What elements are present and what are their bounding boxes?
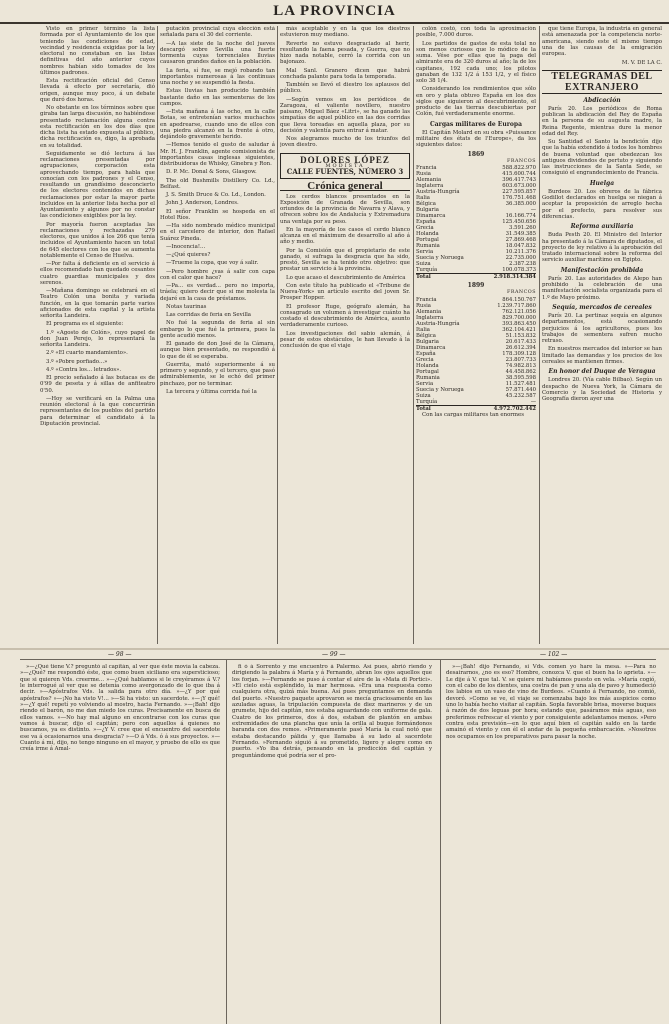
country-cell: Rumania	[416, 374, 440, 381]
country-cell: Rusia	[416, 171, 431, 177]
ad-name: DOLORES LÓPEZ	[300, 154, 390, 165]
country-cell: Portugal	[416, 368, 439, 375]
total-value: 2.918.314.384	[493, 274, 536, 280]
amount-cell: 100.078.373	[502, 267, 536, 273]
serial-column-1	[20, 664, 220, 1024]
amount-cell: 22.735.000	[505, 255, 536, 261]
amount-cell: 36.385.000	[505, 201, 536, 207]
paragraph: Los cerdos blancos presentados en la Exposición de Granada de Sevilla, son oriundos de la provincia de Navarra y Alava, y ofrecen sobre los de Andalucía y Extremadura una ventaja por su peso.	[280, 193, 410, 225]
advertisement	[280, 153, 410, 180]
paragraph: —Inocencia!...	[166, 243, 206, 250]
amount-cell: 10.211.376	[505, 249, 536, 255]
telegram-text: París 20. La pertinaz sequía en algunos departamentos, está ocasionando perjuicios á los agricultores, pues los trabajos de sementera sufren mucho retraso.	[542, 313, 662, 344]
column-divider	[277, 26, 278, 644]
country-cell: Italia	[416, 195, 430, 201]
paragraph: —Pa... es verdad... pero no importa, tráela; quiero decir que si me molesta la dejaré en la casa de préstamos.	[160, 283, 275, 302]
page-number: — 102 —	[540, 651, 568, 658]
country-cell: Austria-Hungría	[416, 320, 460, 327]
table-unit-1: FRANCOS	[507, 158, 536, 164]
amount-cell: —	[530, 398, 536, 405]
country-cell: Rumania	[416, 243, 440, 249]
amount-cell: 762.121.056	[502, 308, 536, 315]
telegram-heading: Sequía, mercados de cereales	[552, 303, 652, 311]
column-2	[160, 26, 275, 644]
country-cell: Italia	[416, 326, 430, 333]
telegrams-heading: TELEGRAMAS DEL EXTRANJERO	[542, 70, 662, 94]
amount-cell: 176.751.468	[502, 195, 536, 201]
amount-cell: 396.417.743	[502, 177, 536, 183]
military-costs-table-1	[416, 165, 536, 273]
amount-cell: 27.869.468	[505, 237, 536, 243]
amount-cell: 588.822.970	[502, 165, 536, 171]
paragraph: Con este título ha publicado el «Tribune de Nueva-York» un artículo escrito del joven Sr. Prosper Hopper.	[280, 282, 410, 302]
country-cell: Grecia	[416, 225, 434, 231]
amount-cell: 23.807.733	[505, 356, 536, 363]
table-intro: El Capitán Molard en su obra «Puissance militaire des états de l'Europe», da los siguientes datos:	[416, 129, 536, 149]
amount-cell: 829.700.000	[502, 314, 536, 321]
amount-cell: 31.549.385	[505, 231, 536, 237]
paragraph: 4.º «Contra los... letrados».	[46, 366, 122, 373]
paragraph: —Hemos tenido el gusto de saludar á Mr. H. J. Franklin, agente comisionista de importantes casas inglesas siguientes, distribuidoras de Whisky, Ginebra y Ron.	[160, 142, 275, 167]
amount-cell: 20.617.433	[505, 338, 536, 345]
paragraph: —A las siete de la noche del jueves descargó sobre Sevilla una fuerte tormenta cuyas torrenciales lluvias causaron grandes daños en la población.	[160, 40, 275, 66]
telegram-text: En nuestros mercados del interior se han limitado las demandas y los precios de los cereales se mantienen firmes.	[542, 346, 662, 365]
country-cell: Turquía	[416, 398, 438, 405]
paragraph: colón costó, con toda la aproximación posible, 7.000 duros.	[416, 26, 536, 39]
paragraph: En la mayoría de los casos el cerdo blanco alcanza en el máximum de desarrollo al año á año y medio.	[280, 226, 410, 246]
country-cell: Francia	[416, 296, 437, 303]
header-rule	[20, 659, 656, 660]
amount-cell: 16.166.774	[505, 213, 536, 219]
amount-cell: 3.591.260	[509, 225, 536, 231]
paragraph: No obstante en los términos sobre que giraba tan larga discusión, no habiéndose presentado reclamación alguna contra esta rectificación en los dos días que dicha lista ha estado expuesta al público, dicha rectificación es, digo, la aprobada en su totalidad.	[40, 105, 155, 149]
amount-cell: 125.450.656	[502, 219, 536, 225]
country-cell: Rusia	[416, 302, 431, 309]
paragraph: —Esta mañana á las ocho, en la calle Botas, se entretenían varios muchachos en apedrearse, cuando uno de ellos con una piedra alcanzó en la frente á otro, dejándolo gravemente herido.	[160, 109, 275, 140]
column-divider	[226, 660, 227, 1024]
column-divider	[440, 660, 441, 1024]
amount-cell: 11.527.481	[505, 380, 536, 387]
telegram-text: París 20. Los periódicos de Roma publican la abdicación del Rey de España en la persona de su augusta madre, la Reina Regente, mientras dure la menor edad del Rey.	[542, 105, 662, 137]
country-cell: Servia	[416, 380, 434, 387]
amount-cell: 45.232.587	[505, 392, 536, 399]
total-value: 4.972.702.442	[493, 405, 536, 412]
paragraph: Seguidamente se dió lectura á las reclamaciones presentadas por agrupaciones, corporación esta aprovechando tiempo, para habla que conocían con los padrones y el Censo, resultando un grandísimo desconcierto de los electores contenidos en dichas reclamaciones por estar la mayor parte incluidos en la anterior lista hecha por el Ayuntamiento y algunos por no constar las condiciones exigibles por la ley.	[40, 150, 155, 220]
country-cell: Suiza	[416, 261, 431, 267]
amount-cell: —	[530, 207, 536, 213]
amount-cell: 227.595.857	[502, 189, 536, 195]
paragraph: —Pero hombre ¿vas á salir con capa con el calor que hace?	[160, 268, 275, 281]
amount-cell: 362.104.421	[502, 326, 536, 333]
paragraph: Guerrita, mató superiormente á su primero y segundo, y el tercero, que pasó admirablemente, se le echó del primer pinchazo, por no terminar.	[160, 361, 275, 387]
paragraph: 1.º «Agosto de Colón», cuyo papel de don Juan Perejo, lo representará la señorita Landeira.	[40, 329, 155, 348]
country-cell: Bélgica	[416, 332, 436, 339]
page-number: — 99 —	[322, 651, 346, 658]
paragraph: La feria, sí fue, se mejó robando tan importantes numerosas á las continuas una noche y se suspendió la fiesta.	[160, 67, 275, 86]
masthead-title: LA PROVINCIA	[273, 3, 396, 19]
column-divider	[539, 26, 540, 644]
country-cell: Inglaterra	[416, 314, 444, 321]
country-cell: Dinamarca	[416, 344, 446, 351]
paragraph: Mal Sanl. Granero dicen que habrá conchada palante para toda la temporada.	[280, 67, 410, 80]
amount-cell: 57.871.440	[505, 386, 536, 393]
page-number: — 98 —	[108, 651, 132, 658]
telegram-list	[542, 98, 662, 403]
amount-cell: 1.239.717.860	[497, 302, 536, 309]
paragraph: La tercera y última corrida fué la	[166, 388, 257, 395]
country-cell: Alemania	[416, 308, 442, 315]
country-cell: Alemania	[416, 177, 442, 183]
total-label: Total	[416, 274, 431, 280]
amount-cell: 864.150.767	[502, 296, 536, 303]
paragraph: más aceptable y en la que los diestros estuvieron muy mediano.	[280, 26, 410, 39]
serial-text: »—¡Bah! dijo Fernando, si Vds. comen yo hare la mesa. »—Para no desairarnos, ¿no es eso? Hombre, conozca V. que el buen ha lo aprieta. »—Le dije á V. que tal. V. se quiere mi habíamos puesto en vela. »María cogió, con el cabo de los dientes, una costra de pan y una ala de pavo y humedeció los labios en un vaso de vino de Burdeos. »Cuanto á Fernando, no comió, devoró. »Como se ve, el viaje se comenzaba bajo los más auspicios como uno lo había hecho visitar al capitán. Sopla favorable brisa, moverse buques á razón de dos leguas por hora; estando que, pasáramos más aguas, eso preferimos refrescar el viento y por consiguiente adelantamos menos. »Pero contra esta previsión—en lo que aquí bien el capitán saldo en la tarde amainó el viento y con él el andar de la pequeña embarcación. »Nosotros nos ocupamos en los preparativos para pasar la noche.	[446, 664, 656, 740]
column-5-intro	[542, 26, 662, 57]
amount-cell: 603.673.000	[502, 183, 536, 189]
paragraph: El ganado de don José de la Cámara, aunque bien presentado, no respondió á lo que de él se esperaba.	[160, 341, 275, 360]
amount-cell: 18.047.832	[505, 243, 536, 249]
paragraph: —Hoy se verificará en la Palma una reunión electoral á la que concurrirán representantes de los pueblos del partido para determinar el candidato á la Diputación provincial.	[40, 395, 155, 427]
page-fold	[0, 648, 669, 650]
column-divider	[413, 26, 414, 644]
country-cell: Turquía	[416, 267, 438, 273]
country-cell: Suecia y Noruega	[416, 255, 464, 261]
serial-column-2	[232, 664, 432, 1024]
amount-cell: 74.982.813	[505, 362, 536, 369]
ad-address: CALLE FUENTES, NÚMERO 3	[286, 167, 404, 176]
paragraph: D. P. Mc. Donal & Sons, Glasgow.	[166, 169, 257, 176]
telegram-text: París 20. Las autoridades de Alepo han prohibido la celebración de una manifestación socialista organizada para el 1.º de Mayo próximo.	[542, 275, 662, 301]
signature: M. V. DE LA C.	[621, 60, 662, 67]
paragraph: Estas lluvias han producido también bastante daño en las sementeras de los campos.	[160, 88, 275, 107]
amount-cell: 51.153.832	[505, 332, 536, 339]
paragraph: Nos alegramos mucho de los triunfos del joven diestro.	[280, 136, 410, 149]
telegram-text: Burdeos 20. Los obreros de la fábrica Godillot declarados en huelga se niegan á aceptar la proposición de arreglo hecha por el prefecto, para resolver sus diferencias.	[542, 188, 662, 220]
column-5	[542, 26, 662, 644]
paragraph: Los investigaciones del sabio alemán, á pesar de estos obstáculos, le han llevado á la conclusión de que el viaje	[280, 330, 410, 349]
paragraph: El señor Franklin se hospeda en el Hotel Ríos.	[160, 208, 275, 221]
paragraph: No fué la segunda de feria al sin embargo lo que fué la primera, pues la gente acudió menos.	[160, 320, 275, 339]
paragraph: J. S. Smith Druce & Co. Ld., London.	[166, 192, 266, 198]
paragraph: The old Bushmills Distillery Co. Ld., Belfast.	[160, 177, 275, 190]
paragraph: —Mañana domingo se celebrará en el Teatro Colón una bonita y variada función, en la que tomarán parte varios aficionados de esta capital y la artista señorita Landeira.	[40, 288, 155, 319]
paragraph: 2.º «El cuarto mandamiento».	[46, 350, 128, 357]
country-cell: Servia	[416, 249, 434, 255]
paragraph: También se llevó el diestro los aplausos del público.	[280, 82, 410, 95]
amount-cell: 178.309.128	[502, 350, 536, 357]
column-3-body	[280, 194, 410, 350]
paragraph: —Por falta á deficiente en el servicio á ellos recomendado han quedado cesantes cuatro guardias municipales y dos serenos.	[40, 261, 155, 286]
telegram-heading: Reforma auxiliaria	[570, 223, 634, 230]
country-cell: Bélgica	[416, 201, 436, 207]
country-cell: Suiza	[416, 392, 431, 399]
paragraph: —Según vemos en los periódicos de Zaragoza, el valiente novillero, nuestro paisano, Miguel Báez «Litri», se ha ganado las simpatías de aquel público en las dos corridas que lleva toreadas en aquella plaza, por su decisión y valentía para entrar á matar.	[280, 96, 410, 134]
country-cell: Holanda	[416, 231, 439, 237]
country-cell: Inglaterra	[416, 183, 444, 189]
table-year-1: 1869	[467, 150, 485, 158]
serial-column-3	[446, 664, 656, 1024]
telegram-heading: Abdicación	[583, 96, 621, 104]
table-total-2	[416, 405, 536, 412]
paragraph: Por la Comisión que el propietario de este ganado, si sufraga la desgracia que ha sido, prestó, Sevilla se ha tenido otro objetivo: que prestar un servicio á la provincia.	[280, 247, 410, 273]
telegram-text: Londres 20. (Vía cable Bilbao). Según un despacho de Nueva York, la Cámara de Comercio y la Sociedad de Historia y Geografía dieron ayer una	[542, 377, 662, 402]
paragraph: Por mayoría fueron aceptadas las reclamaciones y rechazadas 279 electores, que unidos á los 266 que tenía incluidos el Ayuntamiento hacen un total de 645 electores con los que se aumenta notablemente el Censo de Huelva.	[40, 221, 155, 259]
country-cell: Holanda	[416, 362, 439, 369]
paragraph: Lo que acaso el descubrimiento de América	[286, 274, 406, 281]
table-year-2: 1899	[467, 282, 485, 289]
paragraph: El profesor Ruge, geógrafo alemán, ha consagrado un volumen á investigar cuánto ha costado el descubrimiento de América, asunto verdaderamente curioso.	[280, 303, 410, 329]
telegram-heading: Manifestación prohibida	[560, 266, 644, 274]
amount-cell: 415.600.744	[502, 171, 536, 177]
country-cell: Dinamarca	[416, 213, 446, 219]
country-cell: Francia	[416, 165, 437, 171]
serial-text: fi ó á Sorrento y me encuentro á Palermo. Así pues, abrió riendo y dirigiendo la palabra á María y á Fernando, abran los ojos aquellos que los forjan. »—Fernando se puso á contar el aire de la «Mata di Portici». »El cielo está espléndido, la mar hermosa. »Era una respuesta como cualquiera otra, quizá más buena. Así pues preguntamos en demanda del puerto. »Nuestro paquete aprovaron se mecía graciosamente en las azuladas aguas, la tripulación compuesta de diez marineros y de un grumete, hijo del capitán, nos estaba aguardando con uniforme de gala. Cuatro de los primeros, dos á dos, estaban de plantón en ambas extremidades de una plancha que unía la orilla al buque formándonos baranda con dos remos. »Primeramente pasó María la cual notó que estaba destacando pálida y que llamaba á su lado al sacerdote Fernando. »Fernando siguió á su prometido, ligero y alegre como en puerto. »Yo iba detrás, pensando en la predicción del capitán y preguntándome qué podría ser el pro-	[232, 664, 432, 759]
amount-cell: 393.863.450	[502, 320, 536, 327]
country-cell: Grecia	[416, 356, 434, 363]
paragraph: El programa es el siguiente:	[46, 321, 124, 328]
amount-cell: 26.612.394	[505, 344, 536, 351]
paragraph: que tiene Europa, la industria en general está amenazada por la competencia norte-americana, siendo este el mismo tiempo una de las causas de la emigración europea.	[542, 26, 662, 57]
table-unit-2: FRANCOS	[507, 290, 536, 296]
telegram-text: Su Santidad el Santo la bendición dijo que la había extendido á todos los hombres de buena voluntad que obedezcan los antiguos dividendos de pertuto y siguiendo las instrucciones de la Santa Sede, se consiguió el engrandecimiento de Francia.	[542, 139, 662, 177]
paragraph: Notas taurinas	[166, 303, 207, 310]
paragraph: —Trueme la copa, que voy á salir.	[166, 260, 259, 267]
telegram-heading: Huelga	[589, 179, 615, 187]
paragraph: Las corridas de feria en Sevilla	[166, 312, 252, 318]
paragraph: Esta rectificación oficial del Censo llevada á efecto por secretaría, dió origen, aunque muy poco, á un debate que duró dos horas.	[40, 78, 155, 103]
country-cell: Austria-Hungría	[416, 189, 460, 195]
table-total-1	[416, 273, 536, 280]
military-costs-table-2	[416, 297, 536, 405]
paragraph: Reverte no estuvo desgraciado al herir, resultando la faena pesada, y Guerra, que no hizo nada notable, cerró la corrida con un bajonazo.	[280, 40, 410, 66]
masthead	[0, 0, 669, 24]
country-cell: Suecia y Noruega	[416, 386, 464, 393]
paragraph: El precio señalado á las butacas es de 0'99 de peseta y á sillas de anfiteatro 0'50.	[40, 375, 155, 394]
serial-text: »—¿Qué tiene V.? preguntó al capitán, al ver que éste movía la cabeza. »—¿Qué? me respondió éste, que como buen siciliano era supersticioso; que si quieren Vds. creerme... »—¿Qué hablamos si le creyéramos á V.? le interrogué al ver que se detenía como avergonzado de lo que iba á decir. »—Apóstrafos Vds. la salida para otro día. »—¿Y por qué apóstrafos? »—¡No ha visto V!... »—Si ha visto: un sacerdote. »—¡Y qué! »—¿Y qué! repetí yo volviendo al mostro, hacia Fernando. »—¡Bah! dijo riendo el barón, no me dan miedo los curas. Precisamente en busca de ellos vamos. »—No hay mal alguno en encontrarse con los curas que vamos á buscar, dijo el capitán; pero con aquellos á quienes no buscamos, ya es distinto. »—¿Y V. cree que el encuentro del sacerdote ese va á ocasionarnos una desgracia? »—O á Vds. ó á sus proyectos. »—Cuanto á mí, dijo, no tengo ninguno en el mayor, y pruebo de ello es que creía irme á Amal-	[20, 664, 220, 753]
telegram-heading: En honor del Duque de Veragua	[548, 368, 656, 375]
paragraph: John J. Anderson, Londres.	[166, 200, 239, 207]
amount-cell: 2.387.238	[509, 261, 536, 267]
column-1	[40, 26, 155, 644]
paragraph: —Ha sido nombrado médico municipal en el carcelero de interior, don Rafael Suárez Pineda.	[160, 223, 275, 242]
paragraph: Visto en primer término la lista formada por el Ayuntamiento de los que teniendo las condiciones de edad, vecindad y residencia exigidas por la ley electoral no constaban en las listas definitivas del año anterior cuyos nombres habían sido tomados de los últimos padrones.	[40, 26, 155, 76]
paragraph: 3.º «Pobre porfiado...»	[46, 358, 108, 365]
paragraph: Considerando los rendimientos que sólo en oro y plata obtuvo España en los dos siglos que siguieron al descubrimiento, el producto de las tierras descubiertas por Colón, fué verdaderamente enorme.	[416, 86, 536, 118]
country-cell: España	[416, 219, 436, 225]
column-3	[280, 26, 410, 644]
telegram-text: Buda Pesth 20. El Ministro del Interior ha presentado á la Cámara de diputados, el proyecto de ley relativo á la aprobación del tratado internacional sobre la reforma del servicio auxiliar marítimo en Egipto.	[542, 232, 662, 264]
country-cell: Bulgaria	[416, 207, 439, 213]
column-4-outro: Con las cargas militares tan enormes	[422, 411, 524, 418]
country-cell: España	[416, 350, 436, 357]
section-heading: Crónica general	[280, 183, 410, 190]
column-4-intro	[416, 26, 536, 118]
amount-cell: 38.595.598	[505, 374, 536, 381]
column-3-intro	[280, 26, 410, 149]
paragraph: putación provincial cuya elección está señalada para el 30 del corriente.	[160, 26, 275, 39]
country-cell: Portugal	[416, 237, 439, 243]
table-title: Cargas militares de Europa	[430, 120, 522, 128]
column-4	[416, 26, 536, 644]
country-cell: Bulgaria	[416, 338, 439, 345]
paragraph: Los partidos de gastos de esta tolal no son menos curiosos que lo módico de la suma. Vése por ellas que la paga del almirante era de 320 duros al año; la de los capitanes, 192 cada uno; los pilotos ganaban de 132 1/2 á 153 1/2, y el físico solo 38 1/4.	[416, 40, 536, 84]
column-divider	[157, 26, 158, 644]
amount-cell: 44.458.862	[505, 368, 536, 375]
paragraph: —¿Qué quieres?	[166, 252, 211, 258]
ad-profession: MODISTA	[325, 162, 365, 169]
total-label: Total	[416, 405, 431, 412]
